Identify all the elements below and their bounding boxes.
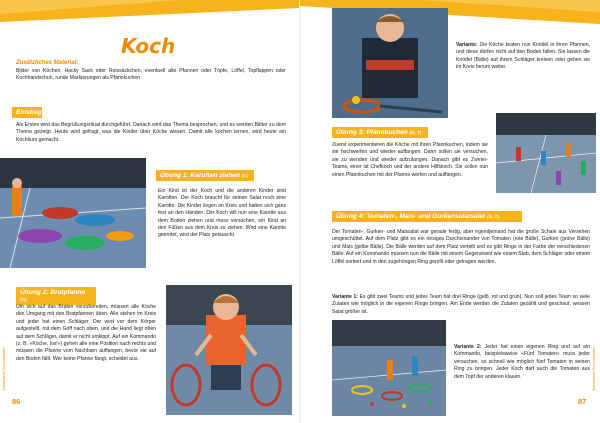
right-page: [300, 0, 600, 423]
variante1-label: Variante 1:: [332, 294, 358, 300]
variante-top-label: Variante:: [456, 42, 478, 48]
variante1-text: [332, 294, 590, 316]
page-number-left: 86: [12, 397, 21, 406]
uebung2-heading: [16, 287, 96, 305]
variante2-body: Jeder hat einen eigenen Ring und auf ein Kommando, beispielsweise «Fünf Tomaten» muss jeder versuchen, so schnell wie möglich fünf Tomaten in seinen Ring zu bringen. Jeder Koch darf auch die Tomaten aus dem Topf der anderen klauen.: [454, 344, 590, 380]
uebung3-tag: (G, T): [409, 130, 422, 135]
uebung2-tag: (G): [20, 297, 27, 302]
uebung4-text: Der Tomaten-, Gurken- und Maissalat war gerade fertig, aber irgendjemand hat die große Schale aus Versehen umgeschüttet. Auf dem Platz gibt es ein riesiges Durcheinander von Tomaten (rote Bälle), Gurken (grüne Bälle) und Mais (gelbe Bälle). Die Bälle werden auf dem Platz verteilt und es gibt Ringe in der Farbe der verschiedenen Bälle. Auf ein Kommando müssen nun die Bälle mit einem Gegenstand wie einem Stab, dem Schläger oder einem Löffel sortiert und in den zugehörigen Ring gerollt oder getragen werden.: [332, 229, 590, 265]
uebung3-text: Zuerst experimentieren die Köche mit ihren Pfannkuchen, indem sie sie hochwerfen und wieder auffangen. Dann sollen sie versuchen, sie zu wenden und wieder aufzufangen. Danach gibt es Zweier-Teams, einer ist Chefkoch und der andere Hilfskoch. Sie sollen nun einen Pfannkuchen mit der Pfanne werfen und auffangen.: [332, 142, 488, 178]
uebung2-text: Um sich auf das Braten vorzubereiten, müssen alle Köche den Umgang mit den Bratpfannen üben. Alle stehen im Kreis und jeder hat einen Schläger. Der wird vor dem Körper aufgestellt, mit dem Griff nach oben, und die Hand liegt oben auf dem Schläger, damit er nicht umkippt. Auf ein Kommando (z. B. «Köche, los!») gehen alle eine Position nach rechts und müssen die Pfanne vom Nachbarn auffangen, bevor sie auf den Boden fällt. Wer keine Pfanne fängt, scheidet aus.: [16, 304, 156, 362]
photo-pancake-hall: [496, 113, 596, 193]
uebung1-title: Übung 1: Karotten ziehen: [160, 172, 240, 179]
uebung1-tag: (G): [241, 173, 249, 178]
page-title: Koch: [121, 34, 176, 58]
uebung2-title: Übung 2: Bratpfanne: [20, 289, 86, 296]
variante2-text: [454, 344, 590, 381]
einstieg-heading: Einstieg: [12, 107, 42, 118]
uebung1-heading: [156, 170, 254, 181]
variante-top-body: Die Köche braten nun Knödel in ihren Pfannen, und diese dürfen nicht auf den Boden fallen. Sie lassen die Knödel (Bälle) auf ihrem Schläger kreisen oder geben sie im Kreis herum weiter.: [456, 42, 591, 71]
side-label-right: Kaiserweek Tennisstunden: [592, 347, 596, 390]
material-text: Bilder von Köchen, Hacky Sack oder Reissäckchen, eventuell alte Pfannen oder Töpfe, Löffel, Topflappen oder Kochhandschuh, runde Markierungen als Pfannkuchen: [16, 68, 286, 82]
photo-carrot-circle: [0, 158, 146, 268]
uebung3-heading: [332, 127, 428, 138]
photo-racket-boy: [166, 285, 292, 415]
uebung4-tag: (G, T): [487, 214, 499, 219]
variante2-label: Variante 2:: [454, 344, 482, 350]
photo-salad-rings: [332, 320, 446, 416]
uebung1-text: Ein Kind ist der Koch und die anderen Kinder sind Karotten. Der Koch braucht für seinen Salat noch eine Karotte. Die Kinder liegen im Kreis und halten sich ganz fest an den Händen. Der Koch will nun eine Karotte aus dem Boden ziehen und muss versuchen, ein Kind an den Füßen aus dem Kreis zu ziehen. Wird eine Karotte geerntet, wird der Platz getauscht.: [158, 188, 286, 239]
einstieg-text: Als Erstes wird das Begrüßungsritual durchgeführt. Danach wird das Thema besprochen, und es werden Bilder zu dem Thema gezeigt. Heute wird gefragt, was die Kinder über Köche wissen. Damit alle kochen lernen, wird heute ein Kochkurs gemacht.: [16, 122, 286, 143]
photo-pan-balancing: [332, 8, 448, 118]
uebung3-title: Übung 3: Pfannkuchen: [336, 129, 408, 136]
variante1-body: Es gibt zwei Teams und jedes Team hat drei Ringe (gelb, rot und grün). Nun soll jedes Team so viele Zutaten wie möglich in die eigenen Ringe bringen. Am Ende werden die Zutaten gezählt und geschaut, wessen Salat größer ist.: [332, 294, 590, 315]
variante-top-text: [456, 42, 590, 72]
side-label-left: Kaiserweek Tennisstunden: [2, 347, 6, 390]
page-number-right: 87: [578, 397, 587, 406]
material-heading: Zusätzliches Material:: [16, 60, 79, 66]
uebung4-title: Übung 4: Tomaten-, Mais- und Gurkensalatsalat: [336, 213, 486, 220]
uebung4-heading: [332, 211, 522, 222]
